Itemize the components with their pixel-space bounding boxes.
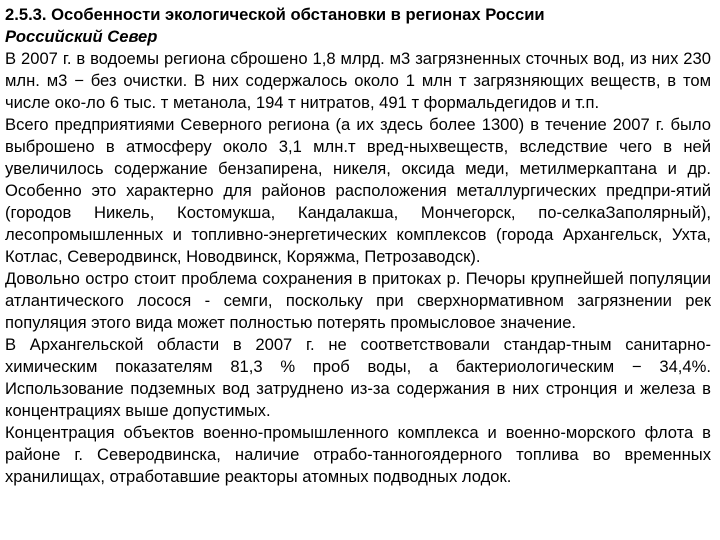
section-heading: 2.5.3. Особенности экологической обстановки в регионах России — [5, 5, 545, 24]
paragraph-arkhangelsk-water: В Архангельской области в 2007 г. не соответствовали стандар-тным санитарно-химическим показателям 81,3 % проб воды, а бактериологическим − 34,4%. Использование подземных вод затруднено из-за содержания в них стронция и железа в концентрациях выше допустимых. — [5, 335, 711, 420]
paragraph-water-pollution: В 2007 г. в водоемы региона сброшено 1,8 млрд. м3 загрязненных сточных вод, из них 230 млн. м3 − без очистки. В них содержалось около 1 млн т загрязняющих веществ, в том числе око-ло 6 тыс. т метанола, 194 т нитратов, 491 т формальдегидов и т.п. — [5, 49, 711, 112]
document-page — [5, 4, 711, 488]
paragraph-air-pollution: Всего предприятиями Северного региона (а их здесь более 1300) в течение 2007 г. было выброшено в атмосферу около 3,1 млн.т вред-ныхвеществ, вследствие чего в ней увеличилось содержание бензапирена, никеля, оксида меди, метилмеркаптана и др. Особенно это характерно для районов расположения металлургических предпри-ятий (городов Никель, Костомукша, Кандалакша, Мончегорск, по-селкаЗаполярный), лесопромышленных и топливно-энергетических комплексов (города Архангельск, Ухта, Котлас, Северодвинск, Новодвинск, Коряжма, Петрозаводск). — [5, 115, 711, 266]
paragraph-military-objects: Концентрация объектов военно-промышленного комплекса и военно-морского флота в районе г. Северодвинска, наличие отрабо-танногоядерного топлива во временных хранилищах, отработавшие реакторы атомных подводных лодок. — [5, 423, 711, 486]
paragraph-salmon-population: Довольно остро стоит проблема сохранения в притоках р. Печоры крупнейшей популяции атлантического лосося - семги, поскольку при сверхнормативном загрязнении рек популяция этого вида может полностью потерять промысловое значение. — [5, 269, 711, 332]
section-subheading: Российский Север — [5, 27, 158, 46]
